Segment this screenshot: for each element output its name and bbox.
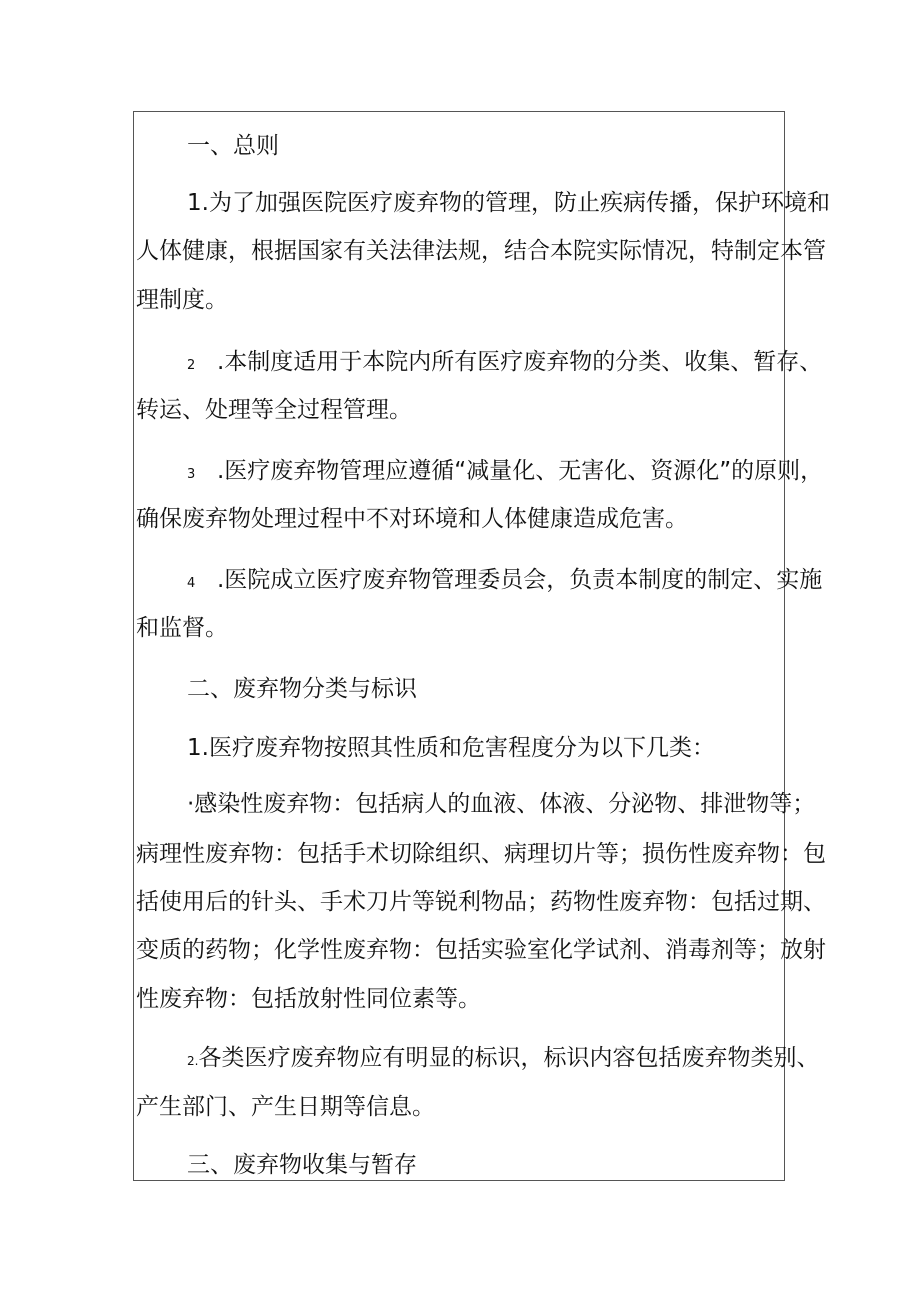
paragraph-1-4-line-1: 4 .医院成立医疗废弃物管理委员会，负责本制度的制定、实施 xyxy=(187,565,822,595)
paragraph-1-2-line-2: 转运、处理等全过程管理。 xyxy=(136,397,412,423)
paragraph-2-bullet-line-3: 括使用后的针头、手术刀片等锐利物品；药物性废弃物：包括过期、 xyxy=(136,889,826,915)
document-frame xyxy=(133,111,830,1181)
paragraph-1-1-line-1: 1.为了加强医院医疗废弃物的管理，防止疾病传播，保护环境和 xyxy=(187,190,830,216)
section-heading-3: 三、废弃物收集与暂存 xyxy=(187,1152,417,1178)
paragraph-number: 2. xyxy=(187,1054,199,1068)
paragraph-1-2-line-1: 2 .本制度适用于本院内所有医疗废弃物的分类、收集、暂存、 xyxy=(187,347,822,377)
paragraph-2-bullet-line-5: 性废弃物：包括放射性同位素等。 xyxy=(136,986,481,1012)
paragraph-2-2-line-2: 产生部门、产生日期等信息。 xyxy=(136,1094,435,1120)
paragraph-1-1-line-2: 人体健康，根据国家有关法律法规，结合本院实际情况，特制定本管 xyxy=(136,238,826,264)
paragraph-1-3-line-2: 确保废弃物处理过程中不对环境和人体健康造成危害。 xyxy=(136,506,688,532)
paragraph-number: 1. xyxy=(187,190,209,216)
paragraph-number: 1. xyxy=(187,735,209,761)
paragraph-1-4-line-2: 和监督。 xyxy=(136,615,228,641)
section-heading-2: 二、废弃物分类与标识 xyxy=(187,676,417,702)
paragraph-2-2-line-1: 2.各类医疗废弃物应有明显的标识，标识内容包括废弃物类别、 xyxy=(187,1045,820,1071)
paragraph-2-1-line-1: 1.医疗废弃物按照其性质和危害程度分为以下几类： xyxy=(187,735,715,761)
section-heading-1: 一、总则 xyxy=(187,133,279,159)
paragraph-number: 4 xyxy=(187,576,196,591)
paragraph-1-1-line-3: 理制度。 xyxy=(136,287,228,313)
paragraph-2-bullet-line-1: ·感染性废弃物：包括病人的血液、体液、分泌物、排泄物等； xyxy=(187,791,816,817)
paragraph-2-bullet-line-2: 病理性废弃物：包括手术切除组织、病理切片等；损伤性废弃物：包 xyxy=(136,841,826,867)
paragraph-2-bullet-line-4: 变质的药物；化学性废弃物：包括实验室化学试剂、消毒剂等；放射 xyxy=(136,937,826,963)
paragraph-number: 2 xyxy=(187,358,196,373)
paragraph-1-3-line-1: 3 .医疗废弃物管理应遵循“减量化、无害化、资源化”的原则， xyxy=(187,456,823,486)
paragraph-number: 3 xyxy=(187,467,196,482)
